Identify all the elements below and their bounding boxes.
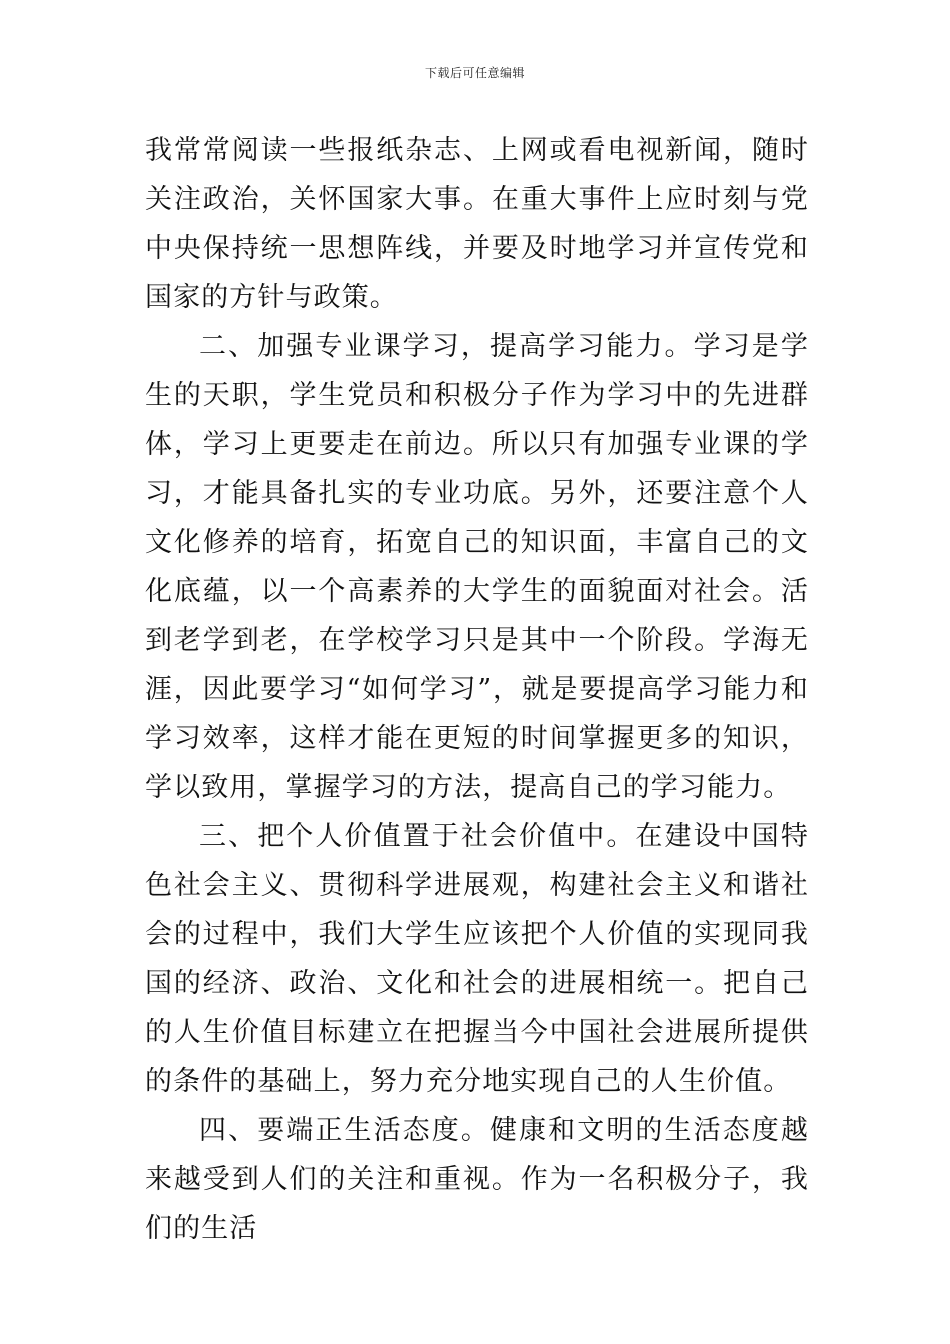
paragraph-section-four: 四、要端正生活态度。健康和文明的生活态度越来越受到人们的关注和重视。作为一名积极分子，我们的生活: [145, 1115, 809, 1244]
document-body: [145, 126, 809, 1253]
paragraph-continuation: 我常常阅读一些报纸杂志、上网或看电视新闻，随时关注政治，关怀国家大事。在重大事件上应时刻与党中央保持统一思想阵线，并要及时地学习并宣传党和国家的方针与政策。: [145, 135, 809, 313]
page-header-note: 下载后可任意编辑: [424, 66, 525, 80]
paragraph-section-two: 二、加强专业课学习，提高学习能力。学习是学生的天职，学生党员和积极分子作为学习中的先进群体，学习上更要走在前边。所以只有加强专业课的学习，才能具备扎实的专业功底。另外，还要注意个人文化修养的培育，拓宽自己的知识面，丰富自己的文化底蕴，以一个高素养的大学生的面貌面对社会。活到老学到老，在学校学习只是其中一个阶段。学海无涯，因此要学习“如何学习”，就是要提高学习能力和学习效率，这样才能在更短的时间掌握更多的知识，学以致用，掌握学习的方法，提高自己的学习能力。: [145, 331, 809, 803]
paragraph-section-three: 三、把个人价值置于社会价值中。在建设中国特色社会主义、贯彻科学进展观，构建社会主义和谐社会的过程中，我们大学生应该把个人价值的实现同我国的经济、政治、文化和社会的进展相统一。把自己的人生价值目标建立在把握当今中国社会进展所提供的条件的基础上，努力充分地实现自己的人生价值。: [145, 821, 809, 1097]
